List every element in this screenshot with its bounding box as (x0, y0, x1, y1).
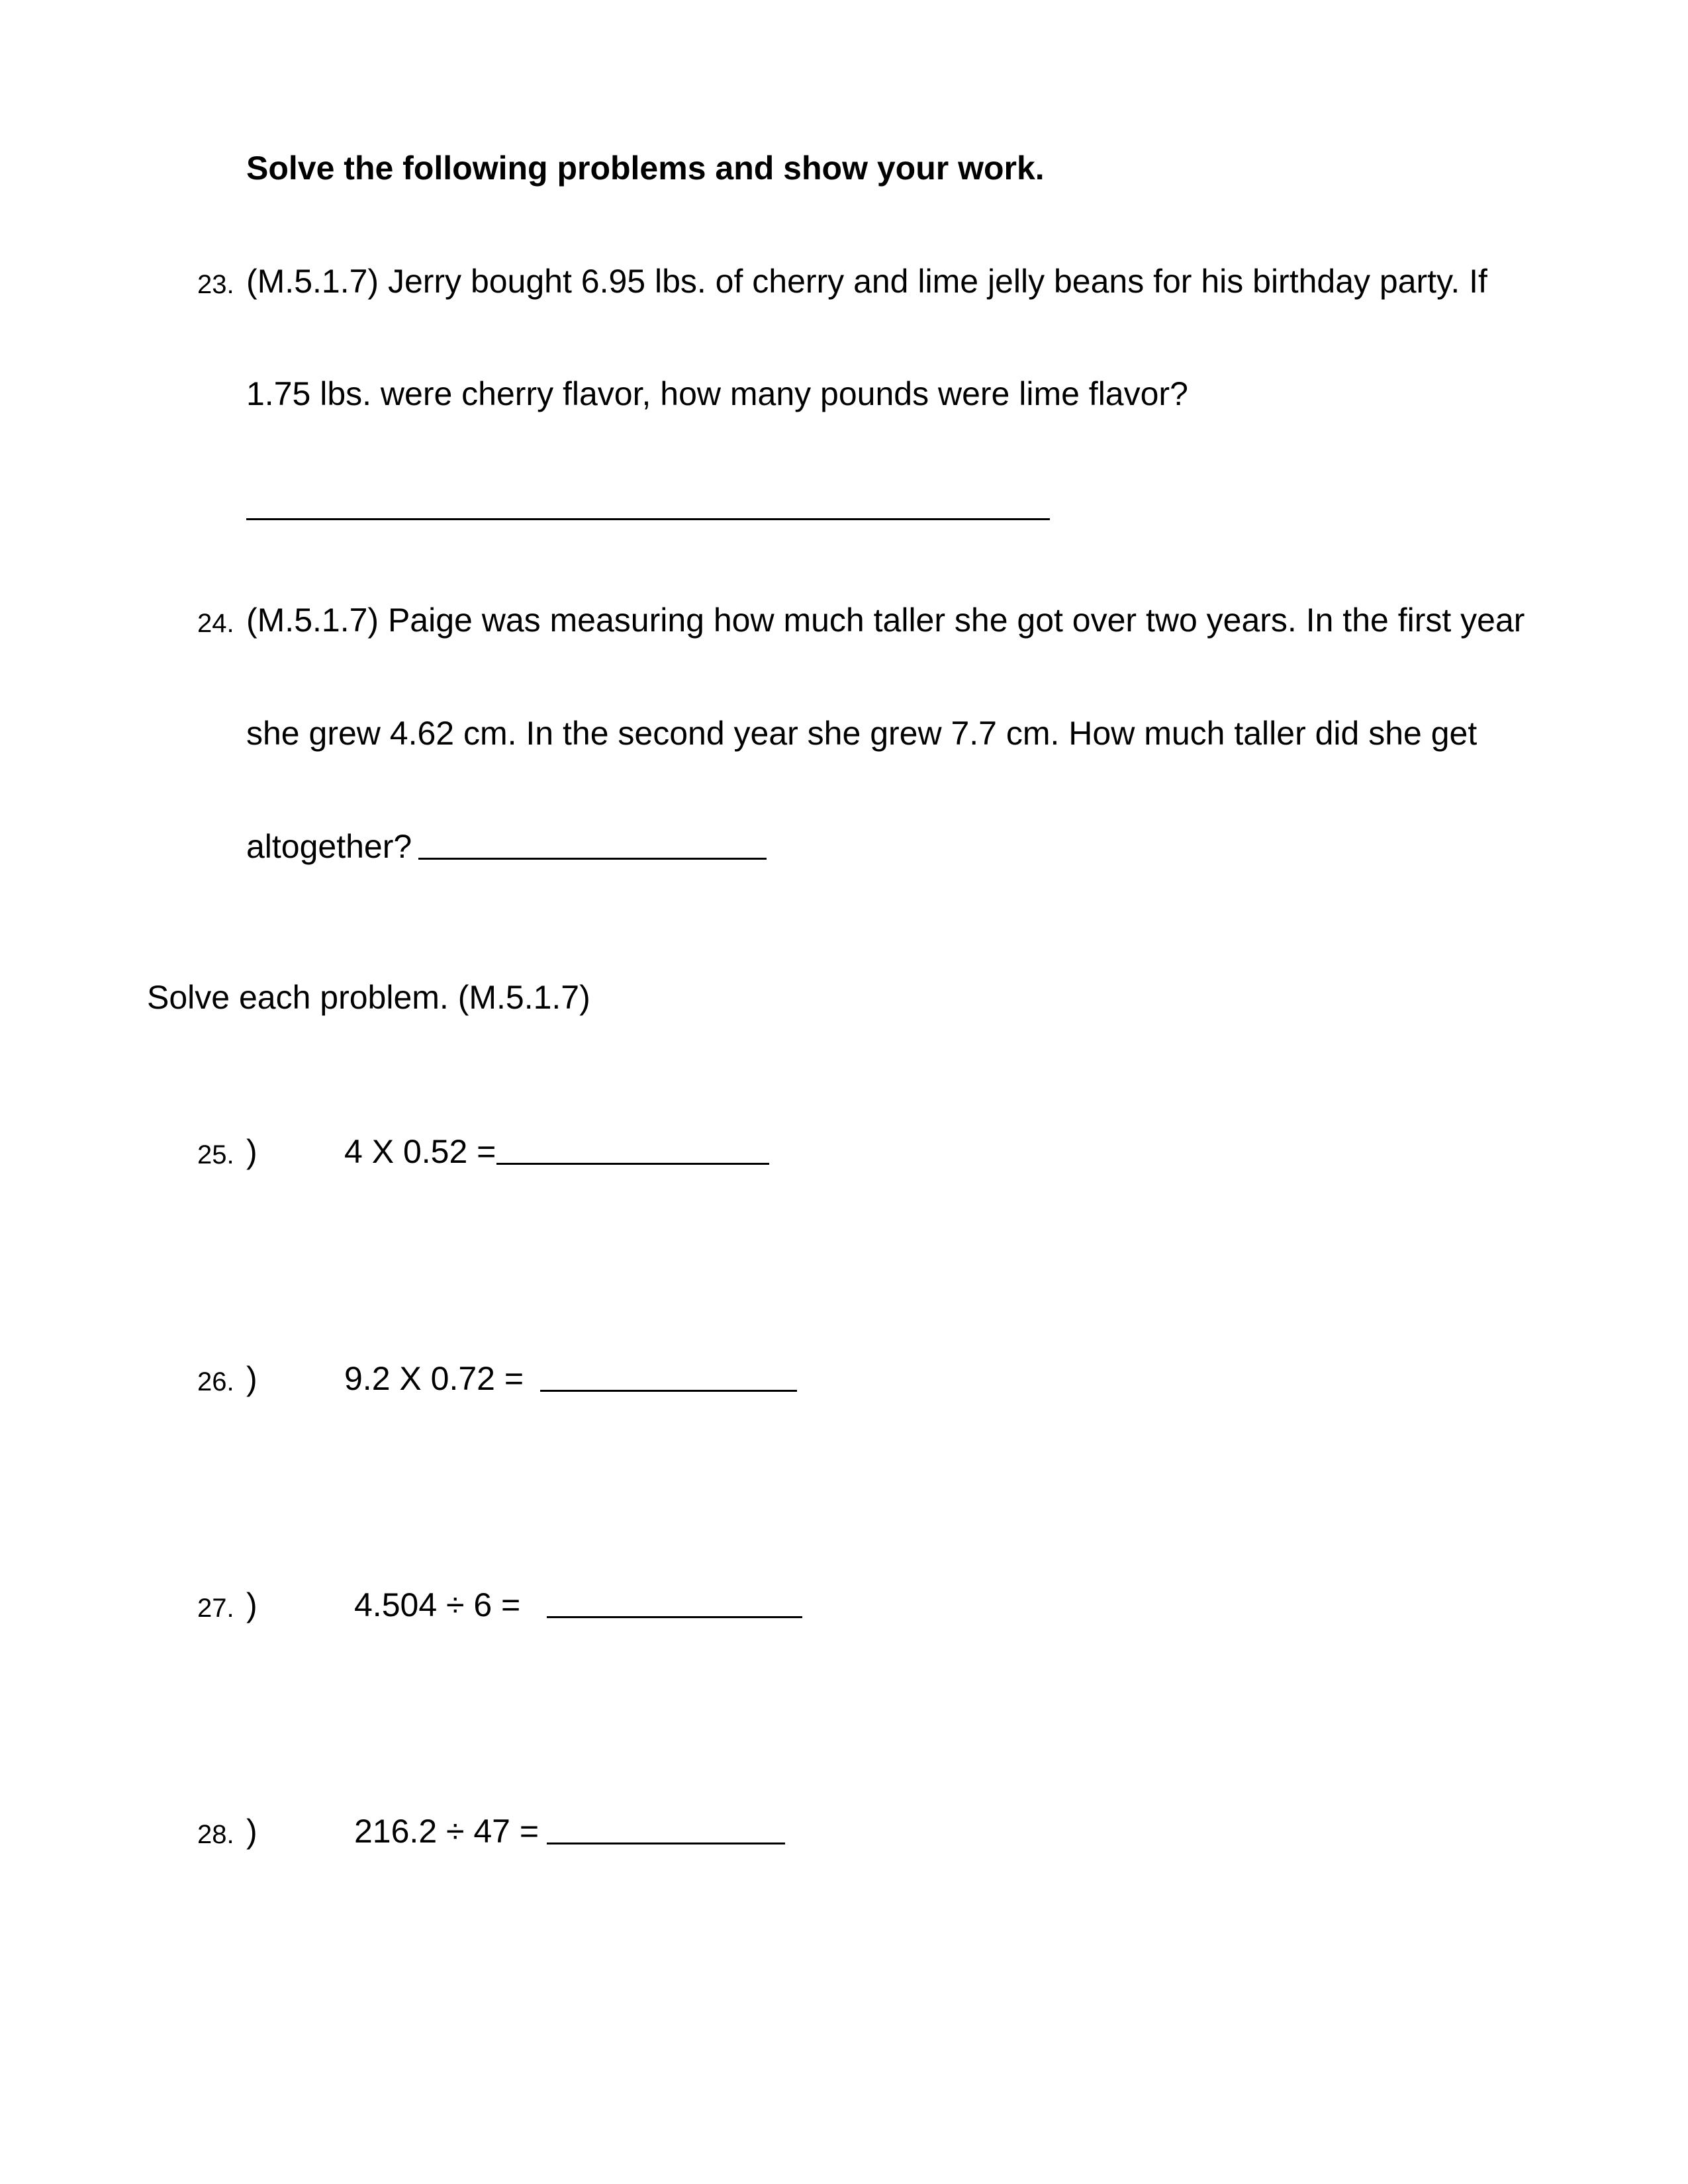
problem-23-answer-line[interactable] (246, 518, 1050, 520)
instruction-heading: Solve the following problems and show your work. (246, 150, 1045, 187)
problem-23-number: 23. (197, 270, 234, 299)
problem-27-number: 27. (197, 1594, 234, 1623)
problem-28-number: 28. (197, 1820, 234, 1849)
problem-26-expression: 9.2 X 0.72 = (344, 1360, 524, 1397)
problem-23-text-line1: (M.5.1.7) Jerry bought 6.95 lbs. of cherry and lime jelly beans for his birthday party. If (246, 263, 1487, 300)
problem-26-answer-line[interactable] (540, 1390, 797, 1392)
problem-25-answer-line[interactable] (496, 1163, 769, 1165)
problem-26-number: 26. (197, 1367, 234, 1396)
problem-24-text-line3: altogether? (246, 828, 412, 865)
section-instruction: Solve each problem. (M.5.1.7) (147, 979, 590, 1016)
problem-24-answer-line[interactable] (418, 858, 767, 860)
problem-25-paren: ) (246, 1133, 258, 1170)
problem-24-text-line1: (M.5.1.7) Paige was measuring how much taller she got over two years. In the first year (246, 602, 1525, 639)
problem-25-expression: 4 X 0.52 = (344, 1133, 496, 1170)
problem-25-number: 25. (197, 1140, 234, 1169)
problem-23-text-line2: 1.75 lbs. were cherry flavor, how many pounds were lime flavor? (246, 375, 1188, 412)
problem-28-answer-line[interactable] (547, 1843, 785, 1844)
problem-24-number: 24. (197, 609, 234, 638)
problem-24-text-line2: she grew 4.62 cm. In the second year she grew 7.7 cm. How much taller did she get (246, 715, 1477, 752)
problem-27-answer-line[interactable] (547, 1616, 802, 1618)
problem-27-expression: 4.504 ÷ 6 = (354, 1586, 521, 1623)
problem-28-paren: ) (246, 1813, 258, 1850)
problem-27-paren: ) (246, 1586, 258, 1623)
problem-26-paren: ) (246, 1360, 258, 1397)
problem-28-expression: 216.2 ÷ 47 = (354, 1813, 539, 1850)
